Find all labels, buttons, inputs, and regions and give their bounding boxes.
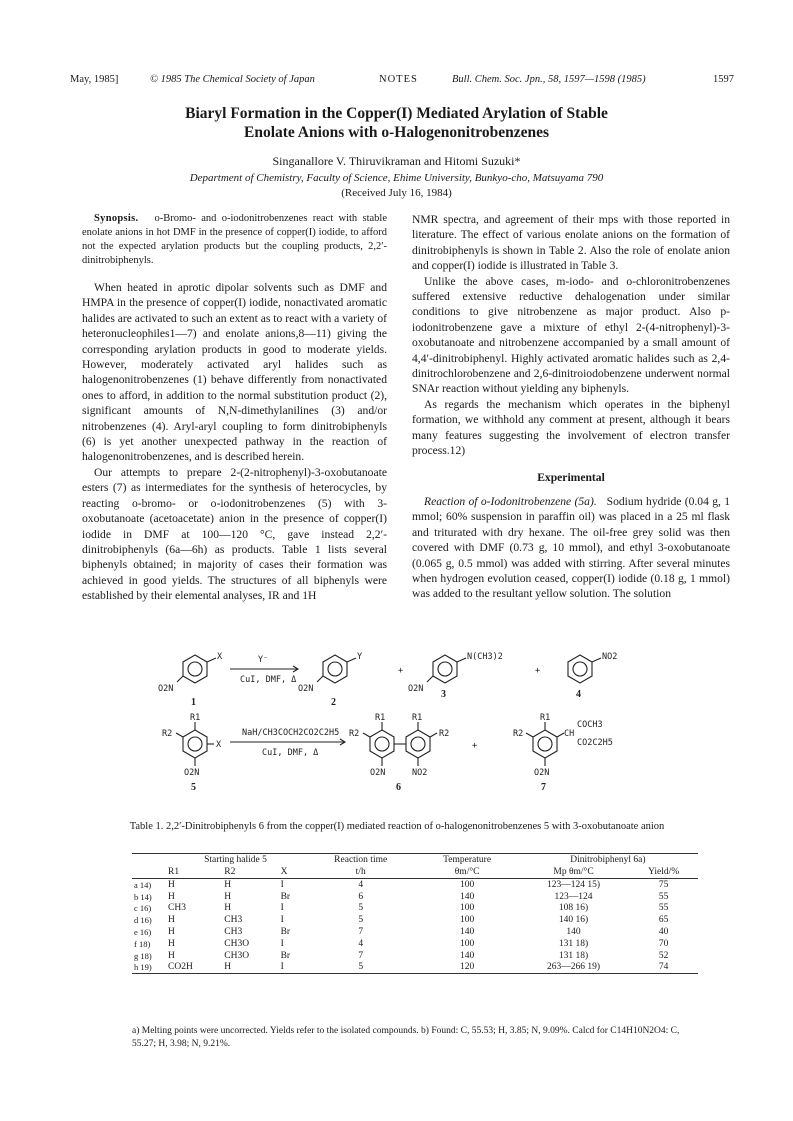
substituent-nme2: N(CH3)2 [467,652,503,662]
header-section: NOTES [379,74,418,85]
table-cell-r1: H [168,915,175,926]
table-cell-mp: 140 16) [558,915,589,926]
table-cell-t: 7 [358,927,364,938]
table-cell-r2: CH3O [224,938,250,949]
plus-sign: + [472,741,478,751]
benzene-ring-6b [406,730,430,758]
table-cell-id: d 16) [134,915,152,926]
compound-label: 6 [396,782,401,793]
experimental-text: Sodium hydride (0.04 g, 1 mmol; 60% suspension in paraffin oil) was placed in a 25 ml flask and triturated with dry hexane. The oil-free grey solid was then covered with DMF (0.73 g, 10 mmol), and ethyl 3-oxobutanoate (0.065 g, 0.5 mmol) was added with stirring. After several minutes when hydrogen evolution ceased, copper(I) iodide (0.18 g, 1 mmol) was added to the resultant yellow solution. The solution [412,494,730,601]
substituent-o2n: O2N [298,684,314,694]
table-cell-id: b 14) [134,891,152,902]
table-cell-t: 5 [358,903,364,914]
table-header-temp: Temperature [416,854,517,867]
table-header-product: Dinitrobiphenyl 6a) [518,854,698,867]
benzene-ring-4 [568,655,592,683]
table-cell-temp: 140 [459,891,475,902]
substituent-x: X [217,652,223,662]
benzene-ring-7 [533,730,557,758]
substituent-r2: R2 [513,729,524,739]
table-caption: Table 1. 2,2′-Dinitrobiphenyls 6 from the copper(I) mediated reaction of o-halogenonitrobenzenes 5 with 3-oxobutanoate anion [129,821,665,832]
experimental-heading: Experimental [537,470,605,484]
table-cell-x: I [280,938,284,949]
compound-label: 2 [331,697,336,708]
synopsis-label: Synopsis. [94,213,139,224]
substituent-o2n: O2N [158,684,174,694]
table-cell-id: g 18) [134,950,152,961]
conditions-2: CuI, DMF, Δ [262,748,319,758]
table-header-temp-unit: θm/°C [416,866,517,879]
table-cell-x: I [280,879,284,890]
substituent-r2: R2 [349,729,360,739]
plus-sign: + [535,666,541,676]
table-header-x: X [279,866,305,879]
table-cell-temp: 140 [459,927,475,938]
benzene-ring-6a [370,730,394,758]
header-citation: Bull. Chem. Soc. Jpn., 58, 1597—1598 (1985) [452,74,646,85]
table-header-yield: Yield/% [629,866,698,879]
table-cell-y: 74 [629,962,698,974]
conditions-1: CuI, DMF, Δ [240,675,297,685]
substituent-r2: R2 [439,729,450,739]
substituent-no2: NO2 [602,652,618,662]
table-row [132,914,698,926]
received-date: (Received July 16, 1984) [341,187,452,199]
substituent-y: Y [357,652,363,662]
table-header-cell [132,866,166,879]
table-cell-t: 4 [358,879,364,890]
table-cell-r2: CH3O [224,950,250,961]
table-cell-y: 75 [658,879,669,890]
benzene-ring-2 [323,655,347,683]
table-cell-y: 52 [658,950,669,961]
table-cell-x: I [280,915,284,926]
substituent-r1: R1 [412,713,423,723]
experimental-lead: Reaction of o-Iodonitrobenzene (5a). [424,494,597,508]
table-cell-id: a 14) [134,879,152,890]
table-cell-x: I [280,903,284,914]
benzene-ring-5 [183,730,207,758]
table-cell-r1: H [168,891,175,902]
table-header-time: Reaction time [305,854,416,867]
substituent-o2n: O2N [534,768,550,778]
table-cell-t: 5 [305,962,416,974]
table-footnote: a) Melting points were uncorrected. Yields refer to the isolated compounds. b) Found: C, 55.53; H, 3.85; N, 9.09%. Calcd for C14H10N2O4: C, 55.27; H, 3.98; N, 9.21%. [132,1026,680,1049]
results-table [132,853,698,974]
table-cell-r1: H [168,938,175,949]
compound-label: 1 [191,697,196,708]
table-cell-x: Br [280,950,291,961]
table-cell-temp: 100 [459,915,475,926]
table-cell-r2: CH3 [224,927,243,938]
table-body [132,879,698,974]
table-row [132,950,698,962]
table-cell-id: c 16) [134,903,152,914]
synopsis [82,212,387,268]
table-header-r2: R2 [222,866,278,879]
table-cell-r2: H [222,962,278,974]
substituent-x: X [216,740,222,750]
substituent-coch3: COCH3 [577,720,603,730]
table-header-starting: Starting halide 5 [166,854,305,867]
table-cell-x: I [279,962,305,974]
table-row [132,938,698,950]
table-cell-y: 55 [658,891,669,902]
reagent-2: NaH/CH3COCH2CO2C2H5 [242,728,340,738]
table-cell-r2: H [224,891,232,902]
experimental-paragraph [412,494,730,602]
benzene-ring-3 [433,655,457,683]
table-cell-r2: H [224,903,232,914]
table-cell-mp: 131 18) [558,950,589,961]
table-cell-y: 55 [658,903,669,914]
body-paragraph: Our attempts to prepare 2-(2-nitrophenyl)-3-oxobutanoate esters (7) as intermediates for the synthesis of heterocycles, by reacting o-bromo- or o-iodonitrobenzenes (5) with 3-oxobutanoate (acetoacetate) anion in the presence of copper(I) iodide in DMF at 100—120 °C, gave instead 2,2′-dinitrobiphenyls (6a—6h) as products. Table 1 lists several biphenyls obtained; in majority of cases their formation was achieved in good yields. The structures of all biphenyls were established by their elemental analyses, IR and 1H [82,465,387,603]
table-cell-t: 5 [358,915,364,926]
table-cell-id: f 18) [134,938,151,949]
article-title [0,104,793,142]
substituent-co2et: CO2C2H5 [577,738,613,748]
authors: Singanallore V. Thiruvikraman and Hitomi Suzuki* [272,154,521,168]
compound-label: 4 [576,689,581,700]
compound-label: 7 [541,782,546,793]
table-cell-mp: 123—124 [554,891,593,902]
right-column [412,212,730,602]
table-cell-t: 6 [358,891,364,902]
header-date: May, 1985] [70,74,119,85]
table-header-mp: Mp θm/°C [518,866,629,879]
substituent-o2n: O2N [184,768,200,778]
table-cell-temp: 140 [459,950,475,961]
table-cell-y: 40 [658,927,669,938]
table-cell-r1: H [168,927,175,938]
reaction-scheme [150,645,710,805]
table-cell-mp: 123—124 15) [547,879,601,890]
table-cell-mp: 108 16) [558,903,589,914]
table-cell-r1: CO2H [166,962,222,974]
reagent-1: Y⁻ [258,655,269,665]
table-cell-y: 70 [658,938,669,949]
substituent-no2: NO2 [412,768,428,778]
table-row [132,891,698,903]
body-paragraph: As regards the mechanism which operates in the biphenyl formation, we withhold any comment at present, although it bears many features suggesting the involvement of electron transfer process.12) [412,397,730,458]
substituent-r2: R2 [162,729,173,739]
benzene-ring-1 [183,655,207,683]
header-page-number: 1597 [713,74,734,85]
synopsis-text: o-Bromo- and o-iodonitrobenzenes react with stable enolate anions in hot DMF in the presence of copper(I) iodide, to afford not the expected arylation products but the coupling products, 2,2′-dinitrobiphenyls. [82,213,387,266]
table-cell-r1: H [168,950,175,961]
table-row [132,903,698,915]
table-cell-t: 4 [358,938,364,949]
table-cell-mp: 140 [566,927,581,938]
substituent-o2n: O2N [370,768,386,778]
affiliation: Department of Chemistry, Faculty of Science, Ehime University, Bunkyo-cho, Matsuyama 790 [189,172,604,184]
plus-sign: + [398,666,404,676]
table-cell-temp: 100 [459,879,475,890]
table-header-r1: R1 [166,866,222,879]
table-cell-id: e 16) [134,927,152,938]
table-cell-mp: 131 18) [558,938,589,949]
title-line-1: Biaryl Formation in the Copper(I) Mediated Arylation of Stable [185,105,608,122]
header-copyright: © 1985 The Chemical Society of Japan [150,74,315,85]
table-cell-y: 65 [658,915,669,926]
compound-label: 5 [191,782,196,793]
table-cell-r1: H [168,879,175,890]
substituent-r1: R1 [190,713,201,723]
body-paragraph: NMR spectra, and agreement of their mps with those reported in literature. The effect of various enolate anions on the formation of dinitrobiphenyls is shown in Table 2. Also the role of enolate anion and copper(I) iodide is illustrated in Table 3. [412,213,730,273]
table-header-cell [132,854,166,867]
table-cell-t: 7 [358,950,364,961]
table-header-time-unit: t/h [305,866,416,879]
table-cell-r2: CH3 [224,915,243,926]
table-row [132,962,698,974]
table-cell-id: h 19) [132,962,166,974]
table-cell-r2: H [224,879,232,890]
table-cell-r1: CH3 [168,903,186,914]
running-header [70,74,734,88]
table-cell-x: Br [280,891,291,902]
substituent-ch: CH [564,729,575,739]
table-cell-x: Br [280,927,291,938]
title-line-2: Enolate Anions with o-Halogenonitrobenzenes [243,124,549,141]
substituent-r1: R1 [375,713,386,723]
table-cell-temp: 100 [459,903,475,914]
table-row [132,926,698,938]
compound-label: 3 [441,689,446,700]
table-cell-temp: 100 [459,938,475,949]
substituent-o2n: O2N [408,684,424,694]
table-cell-temp: 120 [416,962,517,974]
table-row [132,879,698,891]
table-cell-mp: 263—266 19) [518,962,629,974]
body-paragraph: When heated in aprotic dipolar solvents such as DMF and HMPA in the presence of copper(I) iodide, nonactivated aromatic halides are activated to such an extent as to react with a variety of heteronucleophiles1—7) and enolate anions,8—11) giving the corresponding arylation products in good to moderate yields. However, moderately activated aryl halides such as halogenonitrobenzenes (1) behave differently from nonactivated ones to afford, in addition to the normal substitution product (2), significant amounts of N,N-dimethylanilines (3) and/or nitrobenzenes (4). Aryl-aryl coupling to form dinitrobiphenyls (6) is yet another unexpected pathway in the reaction of halogenonitrobenzenes, and is described herein. [82,281,387,464]
left-column [82,212,387,604]
body-paragraph: Unlike the above cases, m-iodo- and o-chloronitrobenzenes suffered extensive reductive dehalogenation under similar conditions to give nitrobenzene as major product. Also p-iodonitrobenzene gave a mixture of ethyl 2-(4-nitrophenyl)-3-oxobutanoate and nitrobenzene accompanied by a small amount of 4,4′-dinitrobiphenyl. Highly activated aromatic halides such as 2,4-dinitrochlorobenzene and 2,6-dinitroiodobenzene underwent normal SNAr reaction without yielding any biphenyls. [412,274,730,396]
substituent-r1: R1 [540,713,551,723]
